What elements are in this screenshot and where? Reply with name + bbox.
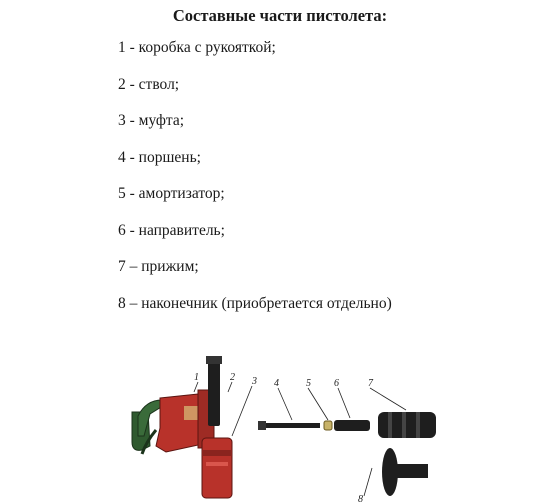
list-item: 1 - коробка с рукояткой; [118,39,276,56]
list-item: 5 - амортизатор; [118,185,225,202]
callout-label: 3 [252,376,257,387]
callout-label: 7 [368,378,373,389]
list-item: 4 - поршень; [118,148,201,166]
coupling-part [202,438,232,498]
page-title: Составные части пистолета: [172,6,388,25]
callout-label: 6 [334,378,339,389]
callout-label: 2 [230,372,235,383]
list-item: 8 – наконечник (приобретается отдельно) [118,294,392,312]
list-item: 2 - ствол; [118,75,180,93]
list-item: 7 – прижим; [118,258,199,275]
guide-part [334,420,370,431]
callout-label: 4 [274,378,279,389]
tip-part [382,448,428,496]
barrel-part [206,356,222,426]
callout-label: 1 [194,372,199,383]
parts-list [118,38,392,330]
clamp-part [378,412,436,438]
callout-label: 5 [306,378,311,389]
list-item: 3 - муфта; [118,112,185,129]
shock-absorber-part [324,421,332,430]
piston-part [258,421,320,430]
exploded-view-illustration [120,350,450,504]
list-item: 6 - направитель; [118,221,225,239]
callout-label: 8 [358,494,363,504]
